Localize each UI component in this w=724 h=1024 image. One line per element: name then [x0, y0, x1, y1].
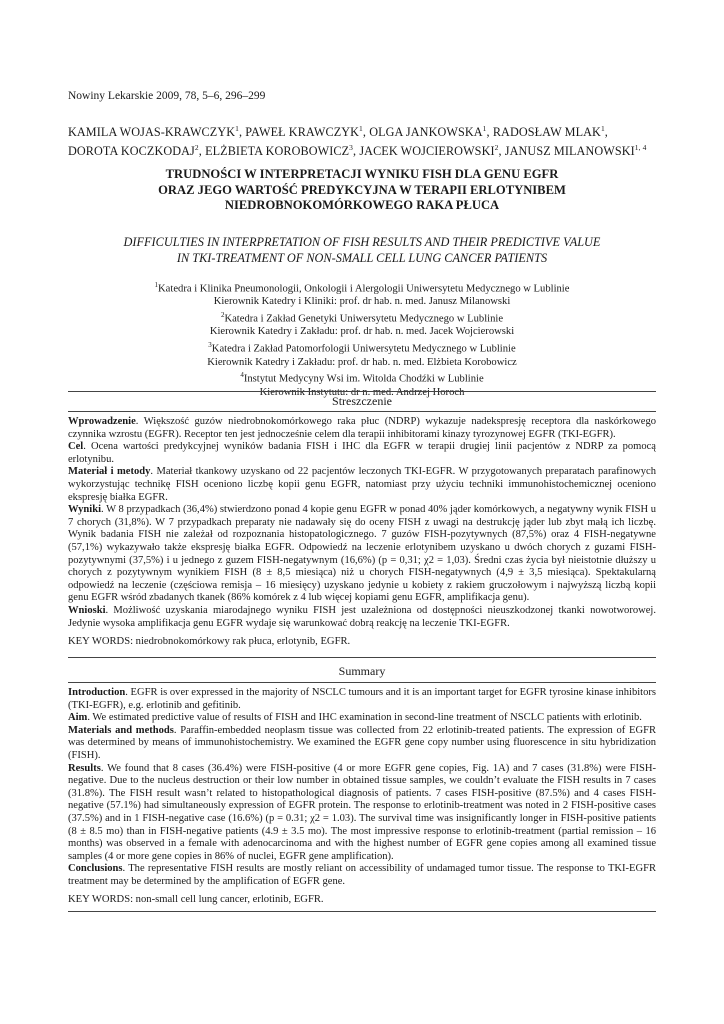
divider [68, 411, 656, 412]
title-line: NIEDROBNOKOMÓRKOWEGO RAKA PŁUCA [224, 198, 500, 212]
abstract-paragraph: Conclusions. The representative FISH results are mostly reliant on accessibility of undamaged tumor tissue. The response to TKI-EGFR treatment may be determined by the amplification of EGFR gene. [68, 863, 656, 887]
divider [68, 391, 656, 392]
journal-citation: Nowiny Lekarskie 2009, 78, 5–6, 296–299 [68, 90, 266, 102]
divider [68, 682, 656, 683]
abstract-paragraph: Results. We found that 8 cases (36.4%) were FISH-positive (4 or more EGFR gene copies, Fig. 1A) and 7 cases (31.8%) were FISH-negative. Due to the nucleus destruction or their low number in obtained tissue samples, we couldn’t evaluate the FISH results in 7 cases (31.8%). The FISH result wasn’t related to histopathological diagnosis of patients. 7 cases FISH-positive (87.5%) and 4 cases FISH-negative (57.1%) had simultaneously expression of EGFR protein. The response to erlotinib-treatment was noted in 2 FISH-positive cases (37.5%) and in 1 FISH-negative case (16.6%) (p = 0.31; χ2 = 1.03). The survival time was insignificantly longer in FISH-positive patients (8 ± 8.5 mo) than in FISH-negative patients (4.9 ± 3.5 mo). The most impressive response to erlotinib-treatment (partial remission – 16 months) was observed in a female with adenocarcinoma and with the highest number of EGFR gene copies among all examined tissue samples (4 or more gene copies in 86% of nuclei, EGFR gene amplification). [68, 762, 656, 862]
abstract-paragraph: Materiał i metody. Materiał tkankowy uzyskano od 22 pacjentów leczonych TKI-EGFR. W przygotowanych preparatach parafinowych wykorzystując technikę FISH oceniono liczbę kopii genu EGFR, natomiast przy użyciu techniki immunohistochemicznej oceniono ekspresję białka EGFR. [68, 466, 656, 503]
abstract-paragraph: Aim. We estimated predictive value of results of FISH and IHC examination in second-line treatment of NSCLC patients with erlotinib. [68, 712, 642, 724]
author: JACEK WOJCIEROWSKI$^2$, [359, 143, 505, 159]
section-heading-streszczenie: Streszczenie [332, 394, 392, 408]
divider [68, 911, 656, 912]
divider [68, 657, 656, 658]
author: PAWEŁ KRAWCZYK$^1$, [245, 124, 370, 140]
title-english [68, 235, 656, 266]
abstract-english [68, 687, 656, 889]
affiliation-line: Kierownik Katedry i Zakładu: prof. dr hab. n. med. Jacek Wojcierowski [209, 326, 515, 338]
author: ELŻBIETA KOROBOWICZ$^3$, [205, 143, 360, 159]
author: RADOSŁAW MLAK$^1$, [492, 124, 608, 140]
abstract-paragraph: Wnioski. Możliwość uzyskania miarodajnego wyniku FISH jest uzależniona od dostępności nieuszkodzonej tkanki nowotworowej. Jedynie wysoka amplifikacja genu EGFR wydaje się warunkować dobrą reakcję na leczenie TKI-EGFR. [68, 604, 656, 629]
author: KAMILA WOJAS-KRAWCZYK$^1$, [68, 124, 246, 140]
section-heading-summary: Summary [338, 664, 386, 678]
author-list [68, 121, 668, 159]
title-line: IN TKI-TREATMENT OF NON-SMALL CELL LUNG CANCER PATIENTS [176, 250, 548, 265]
abstract-paragraph: Materials and methods. Paraffin-embedded neoplasm tissue was collected from 22 erlotinib-treated patients. The expression of EGFR was determined by means of immunohistochemistry. We examined the EGFR gene copy number using fluorescence in situ hybridization (FISH). [68, 724, 656, 761]
title-line: DIFFICULTIES IN INTERPRETATION OF FISH RESULTS AND THEIR PREDICTIVE VALUE [123, 235, 601, 249]
affiliation-line: $^3$Katedra i Zakład Patomorfologii Uniwersytetu Medycznego w Lublinie [208, 341, 516, 355]
abstract-paragraph: Wyniki. W 8 przypadkach (36,4%) stwierdzono ponad 4 kopie genu EGFR w ponad 40% jąder komórkowych, a negatywny wynik FISH u 7 chorych (31,8%). W 7 przypadkach preparaty nie nadawały się do oceny FISH z uwagi na destrukcję jąder lub zbyt małą ich liczbę. Wynik badania FISH nie zależał od rozpoznania histopatologicznego. 7 guzów FISH-pozytywnych (87,5%) oraz 4 FISH-negatywne (57,1%) wykazywało także ekspresję białka EGFR. Odpowiedź na leczenie erlotynibem uzyskano u dwóch chorych z guzami FISH-pozytywnymi (37,5%) i u jednego z guzem FISH-negatywnym (16,6%) (p = 0,31; χ2 = 1,03). Średni czas życia był nieistotnie dłuższy u chorych z pozytywnym wynikiem FISH (8 ± 8,5 miesiąca) niż u chorych FISH-negatywnych (4,9 ± 3,5 miesiąca). Spektakularną odpowiedź na leczenie (częściowa remisja – 16 miesięcy) uzyskano jedynie u kobiety z rakiem gruczołowym i najwyższą liczbą kopii genu EGFR wśród zbadanych tkanek (86% komórek z 4 lub więcej kopiami genu EGFR, amplifikacja genu). [68, 504, 656, 604]
abstract-paragraph: Wprowadzenie. Większość guzów niedrobnokomórkowego raka płuc (NDRP) wykazuje nadekspresję receptora dla naskórkowego czynnika wzrostu (EGFR). Receptor ten jest jednocześnie celem dla terapii inhibitorami kinazy tyrozynowej EGFR (TKI-EGFR). [68, 416, 656, 440]
affiliation-line: $^4$Instytut Medycyny Wsi im. Witolda Chodźki w Lublinie [240, 371, 484, 385]
affiliation-line: $^1$Katedra i Klinika Pneumonologii, Onkologii i Alergologii Uniwersytetu Medycznego w Lublinie [154, 281, 570, 295]
abstract-paragraph: Cel. Ocena wartości predykcyjnej wyników badania FISH i IHC dla EGFR w terapii drugiej linii pacjentów z NDRP za pomocą erlotynibu. [68, 441, 656, 465]
title-line: TRUDNOŚCI W INTERPRETACJI WYNIKU FISH DLA GENU EGFR [165, 167, 559, 181]
keywords-polish: KEY WORDS: niedrobnokomórkowy rak płuca, erlotynib, EGFR. [68, 636, 351, 647]
affiliations [68, 279, 656, 400]
affiliation-line: Kierownik Instytutu: dr n. med. Andrzej Horoch [259, 386, 465, 398]
affiliation-line: $^2$Katedra i Zakład Genetyki Uniwersytetu Medycznego w Lublinie [220, 311, 504, 325]
title-polish [68, 167, 656, 214]
author: DOROTA KOCZKODAJ$^2$, [68, 143, 206, 159]
abstract-paragraph: Introduction. EGFR is over expressed in the majority of NSCLC tumours and it is an important target for EGFR tyrosine kinase inhibitors (TKI-EGFR), e.g. erlotinib and gefitinib. [68, 687, 656, 711]
title-line: ORAZ JEGO WARTOŚĆ PREDYKCYJNA W TERAPII ERLOTYNIBEM [158, 182, 566, 197]
abstract-polish [68, 416, 656, 630]
author: OLGA JANKOWSKA$^1$, [369, 124, 493, 140]
affiliation-line: Kierownik Katedry i Kliniki: prof. dr hab. n. med. Janusz Milanowski [213, 296, 511, 308]
affiliation-line: Kierownik Katedry i Zakładu: prof. dr hab. n. med. Elżbieta Korobowicz [207, 356, 517, 368]
author: JANUSZ MILANOWSKI$^{1, 4}$ [504, 143, 647, 159]
keywords-english: KEY WORDS: non-small cell lung cancer, erlotinib, EGFR. [68, 894, 324, 905]
